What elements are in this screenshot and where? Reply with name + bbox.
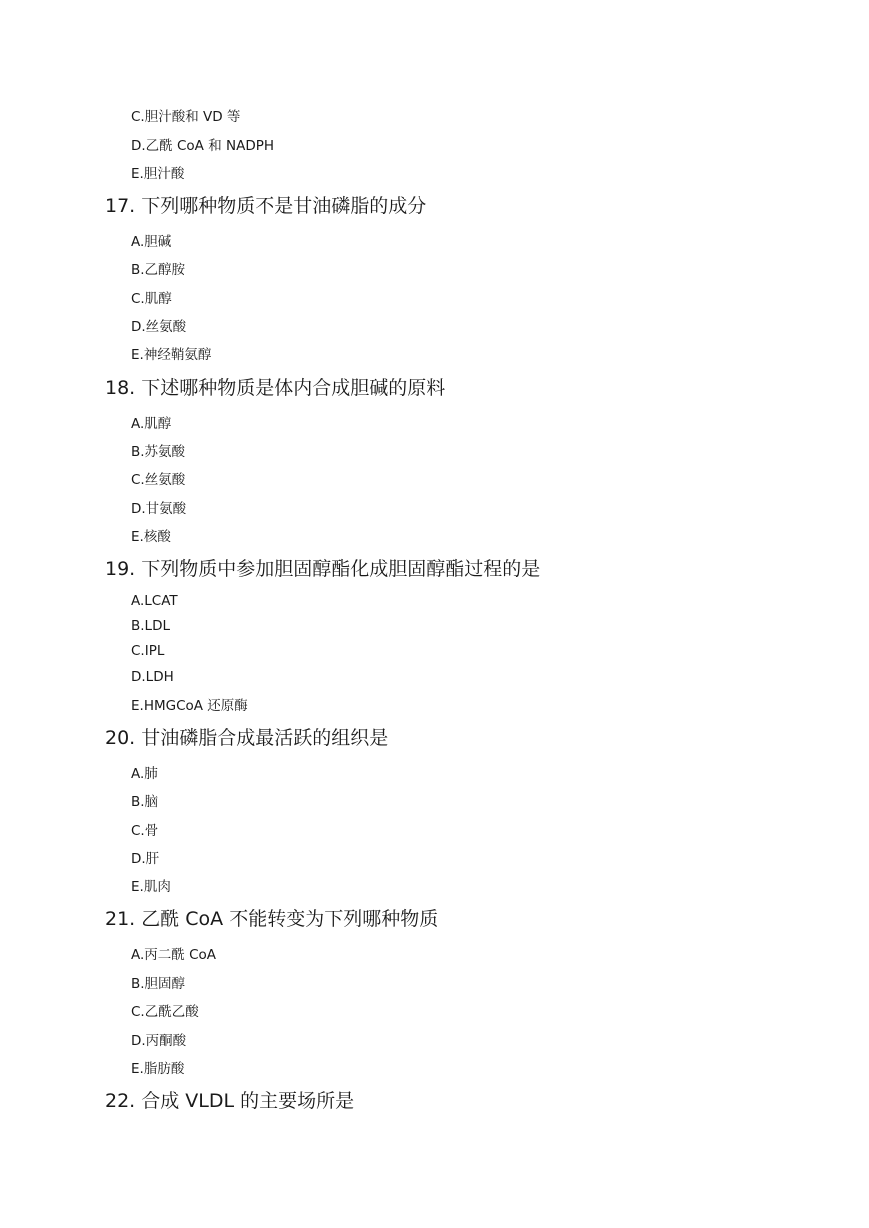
option-17-c: C.肌醇 (131, 291, 172, 307)
option-16-e: E.胆汁酸 (131, 166, 185, 182)
option-19-b: B.LDL (131, 618, 170, 634)
option-19-e: E.HMGCoA 还原酶 (131, 698, 248, 714)
question-22: 22. 合成 VLDL 的主要场所是 (105, 1090, 355, 1112)
option-17-d: D.丝氨酸 (131, 319, 187, 335)
option-20-e: E.肌肉 (131, 879, 171, 895)
option-16-c: C.胆汁酸和 VD 等 (131, 109, 241, 125)
option-19-d: D.LDH (131, 669, 174, 685)
option-19-c: C.IPL (131, 643, 165, 659)
option-16-d: D.乙酰 CoA 和 NADPH (131, 138, 275, 154)
option-18-a: A.肌醇 (131, 416, 172, 432)
question-20: 20. 甘油磷脂合成最活跃的组织是 (105, 727, 389, 749)
option-19-a: A.LCAT (131, 593, 178, 609)
option-17-e: E.神经鞘氨醇 (131, 347, 212, 363)
option-17-b: B.乙醇胺 (131, 262, 186, 278)
option-20-b: B.脑 (131, 794, 159, 810)
option-21-e: E.脂肪酸 (131, 1061, 185, 1077)
option-20-c: C.骨 (131, 823, 159, 839)
question-17: 17. 下列哪种物质不是甘油磷脂的成分 (105, 195, 427, 217)
option-17-a: A.胆碱 (131, 234, 172, 250)
option-21-b: B.胆固醇 (131, 976, 186, 992)
option-18-d: D.甘氨酸 (131, 501, 187, 517)
question-18: 18. 下述哪种物质是体内合成胆碱的原料 (105, 377, 446, 399)
option-21-d: D.丙酮酸 (131, 1033, 187, 1049)
option-18-c: C.丝氨酸 (131, 472, 186, 488)
question-21: 21. 乙酰 CoA 不能转变为下列哪种物质 (105, 908, 439, 930)
question-19: 19. 下列物质中参加胆固醇酯化成胆固醇酯过程的是 (105, 558, 541, 580)
option-20-a: A.肺 (131, 766, 158, 782)
option-20-d: D.肝 (131, 851, 160, 867)
option-18-b: B.苏氨酸 (131, 444, 186, 460)
option-21-a: A.丙二酰 CoA (131, 947, 217, 963)
option-21-c: C.乙酰乙酸 (131, 1004, 199, 1020)
option-18-e: E.核酸 (131, 529, 171, 545)
